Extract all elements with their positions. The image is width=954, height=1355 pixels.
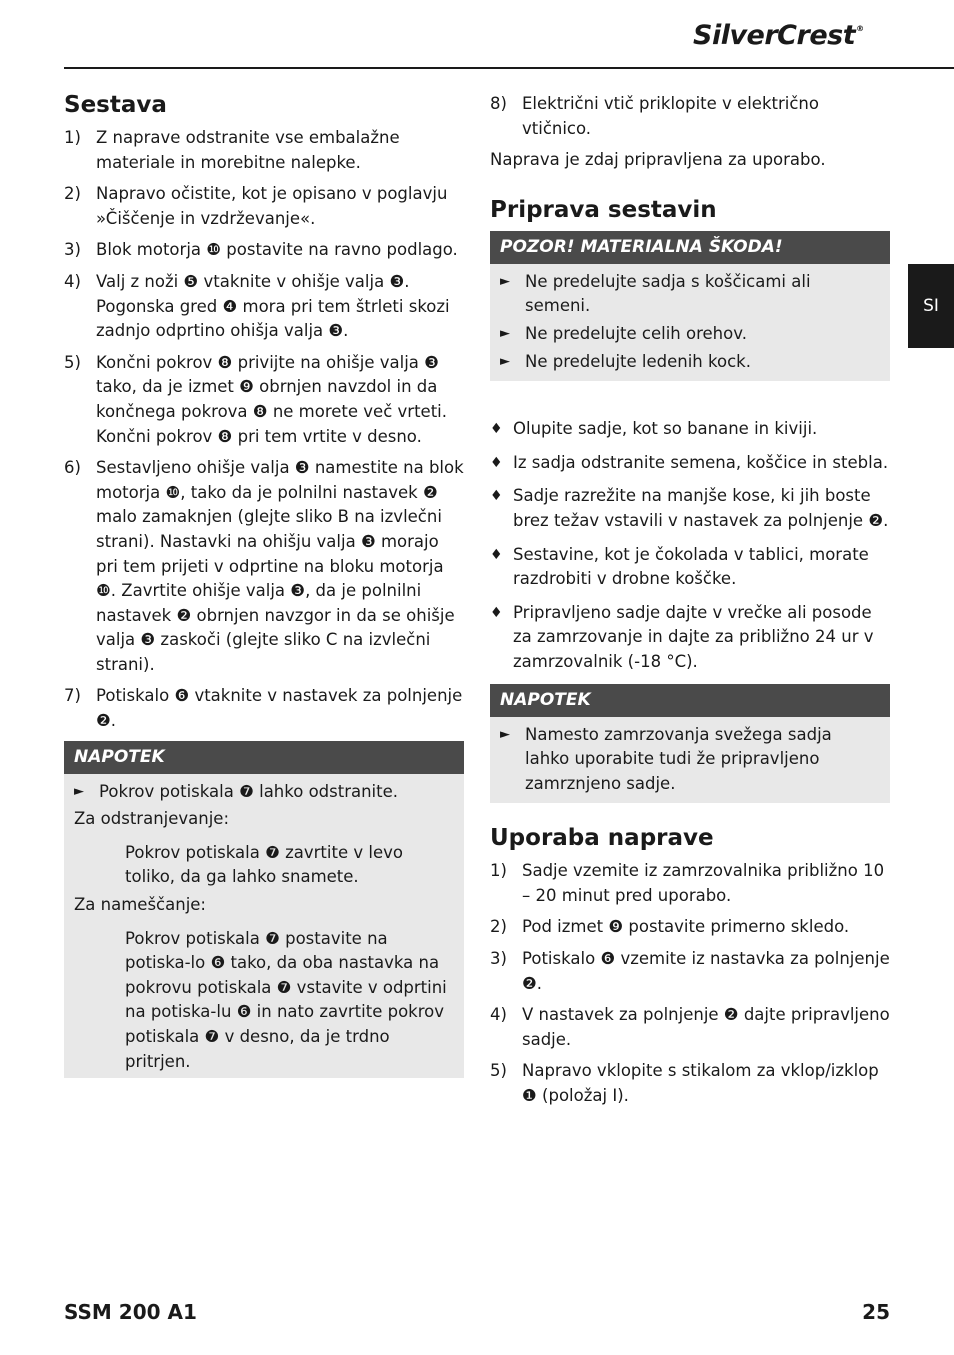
step-number: 5)	[64, 352, 81, 372]
step-number: 3)	[490, 949, 507, 969]
list-item	[64, 238, 464, 263]
section-title-assembly: Sestava	[64, 92, 167, 118]
note-box	[64, 741, 464, 1079]
step-number: 2)	[490, 917, 507, 937]
step-number: 5)	[490, 1061, 507, 1081]
step-number: 7)	[64, 686, 81, 706]
diamond-bullet-icon: ♦	[490, 546, 503, 563]
use-steps	[490, 859, 890, 1108]
step-text: Potiskalo ❻ vzemite iz nastavka za polnjenje ❷.	[522, 949, 890, 993]
step-number: 2)	[64, 184, 81, 204]
step-text: Sadje vzemite iz zamrzovalnika približno 10 – 20 minut pred uporabo.	[522, 861, 885, 905]
step-number: 6)	[64, 458, 81, 478]
list-item	[64, 270, 464, 344]
footer-model: SSM 200 A1	[64, 1300, 197, 1324]
attach-label: Za nameščanje:	[74, 895, 206, 915]
remove-text: Pokrov potiskala ❼ zavrtite v levo toliko, da ga lahko snamete.	[125, 842, 403, 887]
list-item	[490, 543, 890, 592]
language-tab-label: SI	[923, 296, 939, 316]
note-bullet-text: Namesto zamrzovanja svežega sadja lahko uporabite tudi že pripravljeno zamrznjeno sadje.	[525, 724, 832, 793]
warning-text: Ne predelujte celih orehov.	[525, 323, 747, 343]
step-number: 1)	[64, 128, 81, 147]
arrow-icon: ►	[500, 325, 510, 341]
step-text: Pod izmet ❾ postavite primerno skledo.	[522, 917, 850, 937]
warning-box	[490, 231, 890, 381]
language-tab	[908, 264, 954, 348]
page-number: 25	[862, 1300, 890, 1324]
step-text: Valj z noži ❺ vtaknite v ohišje valja ❸. Pogonska gred ❹ mora pri tem štrleti skozi zadnjo odprtino ohišja valja ❸.	[96, 271, 450, 341]
section-title-preparation: Priprava sestavin	[490, 196, 717, 223]
header-rule	[64, 67, 954, 69]
note-bullet-text: Pokrov potiskala ❼ lahko odstranite.	[99, 781, 399, 801]
list-item	[490, 417, 890, 442]
step-text: Napravo očistite, kot je opisano v poglavju »Čiščenje in vzdrževanje«.	[96, 184, 448, 228]
list-item	[490, 92, 890, 141]
left-column	[64, 92, 464, 1078]
list-item	[500, 322, 880, 347]
ready-text: Naprava je zdaj pripravljena za uporabo.	[490, 150, 826, 170]
assembly-steps-continued	[490, 92, 890, 141]
warning-body	[490, 264, 890, 381]
brand-logo	[693, 20, 893, 51]
step-number: 3)	[64, 240, 81, 260]
note-bullets	[74, 780, 454, 805]
note-bullets	[500, 723, 880, 797]
list-item	[500, 350, 880, 375]
warning-bullets	[500, 270, 880, 374]
step-number: 4)	[64, 271, 81, 291]
list-item	[490, 915, 890, 940]
step-number: 1)	[490, 861, 507, 881]
step-number: 4)	[490, 1005, 507, 1025]
arrow-icon: ►	[500, 273, 510, 289]
list-item	[490, 947, 890, 996]
warning-text: Ne predelujte sadja s koščicami ali semeni.	[525, 271, 811, 316]
attach-text: Pokrov potiskala ❼ postavite na potiska-lo ❻ tako, da oba nastavka na pokrovu potiskala ❼ vstavite v odprtini na potiska-lu ❻ in nato zavrtite pokrov potiskala ❼ v desno, da je trdno pritrjen.	[125, 928, 447, 1071]
assembly-steps	[64, 126, 464, 734]
list-item	[500, 723, 880, 797]
note-body	[64, 774, 464, 1079]
list-item	[500, 270, 880, 319]
registered-mark: ®	[856, 24, 864, 33]
prep-text: Iz sadja odstranite semena, koščice in stebla.	[513, 452, 889, 472]
step-text: Končni pokrov ❽ privijte na ohišje valja ❸ tako, da je izmet ❾ obrnjen navzdol in da končnega pokrova ❽ ne morete več vrteti. Končni pokrov ❽ pri tem vrtite v desno.	[96, 352, 447, 446]
list-item	[490, 1003, 890, 1052]
prep-text: Pripravljeno sadje dajte v vrečke ali posode za zamrzovanje in dajte za približno 24 ur v zamrzovalnik (-18 °C).	[513, 602, 874, 671]
list-item	[490, 859, 890, 908]
diamond-bullet-icon: ♦	[490, 604, 503, 621]
list-item	[64, 351, 464, 449]
list-item	[64, 126, 464, 175]
step-text: Električni vtič priklopite v električno vtičnico.	[522, 94, 819, 138]
diamond-bullet-icon: ♦	[490, 488, 503, 505]
right-column	[490, 92, 890, 1116]
list-item	[490, 1059, 890, 1108]
section-title-use: Uporaba naprave	[490, 825, 714, 852]
step-text: Z naprave odstranite vse embalažne materiale in morebitne nalepke.	[96, 128, 400, 172]
step-text: Sestavljeno ohišje valja ❸ namestite na blok motorja ❿, tako da je polnilni nastavek ❷ malo zamaknjen (glejte sliko B na izvlečni strani). Nastavki na ohišju valja ❸ morajo pri tem prijeti v odprtine na bloku motorja ❿. Zavrtite ohišje valja ❸, da je polnilni nastavek ❷ obrnjen navzgor in da se ohišje valja ❸ zaskoči (glejte sliko C na izvlečni strani).	[96, 458, 464, 674]
step-text: Blok motorja ❿ postavite na ravno podlago.	[96, 240, 458, 260]
step-text: Napravo vklopite s stikalom za vklop/izklop ❶ (položaj I).	[522, 1061, 879, 1106]
list-item	[64, 456, 464, 677]
warning-heading: POZOR! MATERIALNA ŠKODA!	[490, 231, 890, 264]
arrow-icon: ►	[500, 726, 510, 742]
note-heading: NAPOTEK	[64, 741, 464, 774]
note-body	[490, 717, 890, 804]
prep-text: Sadje razrežite na manjše kose, ki jih boste brez težav vstavili v nastavek za polnjenje ❷.	[513, 486, 889, 530]
prep-text: Olupite sadje, kot so banane in kiviji.	[513, 419, 818, 439]
preparation-list	[490, 417, 890, 674]
note-heading: NAPOTEK	[490, 684, 890, 717]
step-text: Potiskalo ❻ vtaknite v nastavek za polnjenje ❷.	[96, 686, 463, 731]
list-item	[64, 182, 464, 231]
list-item	[490, 601, 890, 675]
list-item	[74, 780, 454, 805]
brand-name: SilverCrest	[693, 20, 856, 51]
warning-text: Ne predelujte ledenih kock.	[525, 351, 751, 371]
diamond-bullet-icon: ♦	[490, 421, 503, 438]
step-number: 8)	[490, 94, 507, 113]
remove-label: Za odstranjevanje:	[74, 809, 230, 829]
list-item	[490, 484, 890, 533]
arrow-icon: ►	[74, 783, 84, 799]
list-item	[490, 451, 890, 476]
list-item	[64, 684, 464, 733]
step-text: V nastavek za polnjenje ❷ dajte pripravljeno sadje.	[522, 1005, 890, 1049]
diamond-bullet-icon: ♦	[490, 454, 503, 471]
prep-text: Sestavine, kot je čokolada v tablici, morate razdrobiti v drobne koščke.	[513, 544, 869, 589]
arrow-icon: ►	[500, 353, 510, 369]
note-box-2	[490, 684, 890, 804]
